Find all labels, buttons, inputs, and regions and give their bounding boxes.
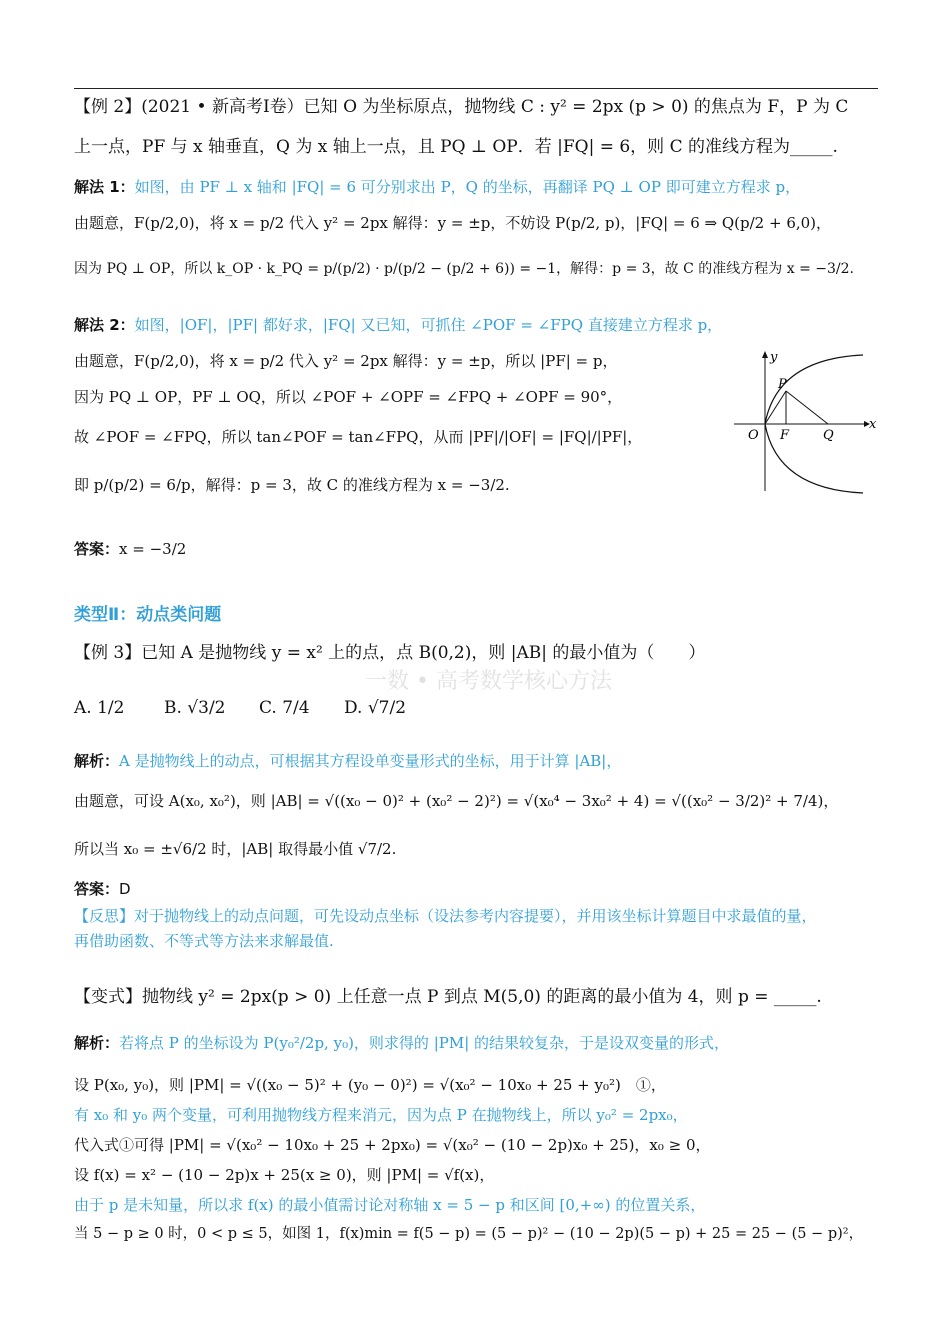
- variant-analysis-hint-line: [74, 1032, 729, 1053]
- ex2-method2-line3: 因为 PQ ⊥ OP，PF ⊥ OQ，所以 ∠POF + ∠OPF = ∠FPQ + ∠OPF = 90°，: [74, 388, 623, 406]
- ex3-option-d: D. √7/2: [344, 698, 407, 718]
- ex3-option-c: C. 7/4: [259, 698, 310, 718]
- ex2-method2-hint-line: [74, 314, 722, 335]
- label-y: y: [770, 350, 778, 365]
- watermark: 一数 • 高考数学核心方法: [365, 669, 612, 694]
- method1-label: 解法 1：: [74, 178, 135, 196]
- label-Q: Q: [823, 428, 834, 443]
- variant-line2: 设 P(x₀, y₀)，则 |PM| = √((x₀ − 5)² + (y₀ − 0)²) = √(x₀² − 10x₀ + 25 + y₀²) ①，: [74, 1076, 666, 1094]
- ex2-method2-line4: 故 ∠POF = ∠FPQ，所以 tan∠POF = tan∠FPQ，从而 |PF|/|OF| = |FQ|/|PF|，: [74, 428, 643, 446]
- ex2-answer-line: [74, 538, 186, 559]
- variant-line7: 当 5 − p ≥ 0 时，0 < p ≤ 5，如图 1，f(x)min = f(5 − p) = (5 − p)² − (10 − 2p)(5 − p) + 25 = 25 − (5 − p)²，: [74, 1226, 864, 1242]
- ex3-stem: 【例 3】已知 A 是抛物线 y = x² 上的点，点 B(0,2)，则 |AB| 的最小值为（ ）: [74, 643, 706, 663]
- answer-value: x = −3/2: [119, 540, 187, 558]
- variant-line3: 有 x₀ 和 y₀ 两个变量，可利用抛物线方程来消元，因为点 P 在抛物线上，所以 y₀² = 2px₀，: [74, 1106, 688, 1124]
- ex3-analysis-label: 解析：: [74, 752, 120, 770]
- method1-hint: 如图，由 PF ⊥ x 轴和 |FQ| = 6 可分别求出 P，Q 的坐标，再翻译 PQ ⊥ OP 即可建立方程求 p，: [134, 178, 801, 196]
- method2-label: 解法 2：: [74, 316, 135, 334]
- y-axis-arrow-icon: [762, 351, 768, 358]
- label-P: P: [778, 377, 787, 392]
- ex3-analysis-hint: A 是抛物线上的动点，可根据其方程设单变量形式的坐标，用于计算 |AB|，: [119, 752, 622, 770]
- ex2-method2-line5: 即 p/(p/2) = 6/p，解得：p = 3，故 C 的准线方程为 x = −3/2.: [74, 476, 510, 494]
- ex2-method1-line2: 由题意，F(p/2,0)，将 x = p/2 代入 y² = 2px 解得：y = ±p，不妨设 P(p/2, p)，|FQ| = 6 ⇒ Q(p/2 + 6,0)，: [74, 214, 832, 232]
- ex3-analysis-hint-line: [74, 750, 621, 771]
- variant-line5: 设 f(x) = x² − (10 − 2p)x + 25(x ≥ 0)，则 |PM| = √f(x)，: [74, 1166, 495, 1184]
- label-x: x: [869, 417, 877, 432]
- label-O: O: [748, 428, 759, 443]
- ex2-method1-hint-line: [74, 176, 800, 197]
- ex3-answer-label: 答案：: [74, 880, 120, 898]
- variant-line4: 代入式①可得 |PM| = √(x₀² − 10x₀ + 25 + 2px₀) = √(x₀² − (10 − 2p)x₀ + 25)，x₀ ≥ 0，: [74, 1136, 711, 1154]
- answer-label: 答案：: [74, 540, 120, 558]
- ex3-answer-line: [74, 878, 131, 899]
- label-F: F: [780, 428, 790, 443]
- ex3-option-b: B. √3/2: [164, 698, 226, 718]
- segment-PQ: [786, 391, 828, 424]
- ex3-option-a: A. 1/2: [74, 698, 125, 718]
- ex3-answer-value: D: [119, 880, 131, 898]
- reflect-text-1: 对于抛物线上的动点问题，可先设动点坐标（设法参考内容提要），并用该坐标计算题目中求最值的量，: [134, 907, 817, 925]
- ex3-reflect-line1: [74, 905, 817, 926]
- variant-line6: 由于 p 是未知量，所以求 f(x) 的最小值需讨论对称轴 x = 5 − p 和区间 [0,+∞) 的位置关系，: [74, 1196, 706, 1214]
- reflect-label: 【反思】: [74, 907, 135, 925]
- variant-stem: 【变式】抛物线 y² = 2px(p > 0) 上任意一点 P 到点 M(5,0) 的距离的最小值为 4，则 p = _____.: [74, 987, 822, 1007]
- method2-hint: 如图，|OF|，|PF| 都好求，|FQ| 又已知，可抓住 ∠POF = ∠FPQ 直接建立方程求 p，: [134, 316, 723, 334]
- ex3-line3: 所以当 x₀ = ±√6/2 时，|AB| 取得最小值 √7/2.: [74, 840, 397, 858]
- variant-hint: 若将点 P 的坐标设为 P(y₀²/2p, y₀)，则求得的 |PM| 的结果较复杂，于是设双变量的形式，: [119, 1034, 730, 1052]
- ex2-method1-line3: 因为 PQ ⊥ OP，所以 k_OP · k_PQ = p/(p/2) · p/(p/2 − (p/2 + 6)) = −1，解得：p = 3，故 C 的准线方程为 x = −3/2.: [74, 261, 854, 277]
- ex3-options: [74, 698, 434, 718]
- type2-heading: 类型Ⅱ：动点类问题: [74, 605, 222, 625]
- variant-analysis-label: 解析：: [74, 1034, 120, 1052]
- ex2-stem-line1: 【例 2】(2021 • 新高考Ⅰ卷）已知 O 为坐标原点，抛物线 C : y² = 2px (p > 0) 的焦点为 F，P 为 C: [74, 97, 849, 117]
- top-rule: [74, 88, 878, 89]
- ex2-stem-line2: 上一点，PF 与 x 轴垂直，Q 为 x 轴上一点，且 PQ ⊥ OP．若 |FQ| = 6，则 C 的准线方程为_____.: [74, 137, 838, 157]
- ex3-reflect-line2: 再借助函数、不等式等方法来求解最值.: [74, 932, 334, 950]
- ex2-method2-line2: 由题意，F(p/2,0)，将 x = p/2 代入 y² = 2px 解得：y = ±p，所以 |PF| = p，: [74, 352, 618, 370]
- ex3-line2: 由题意，可设 A(x₀, x₀²)，则 |AB| = √((x₀ − 0)² + (x₀² − 2)²) = √(x₀⁴ − 3x₀² + 4) = √((x₀² − 3/2)² + 7/4)，: [74, 792, 839, 810]
- parabola-figure: [730, 345, 880, 495]
